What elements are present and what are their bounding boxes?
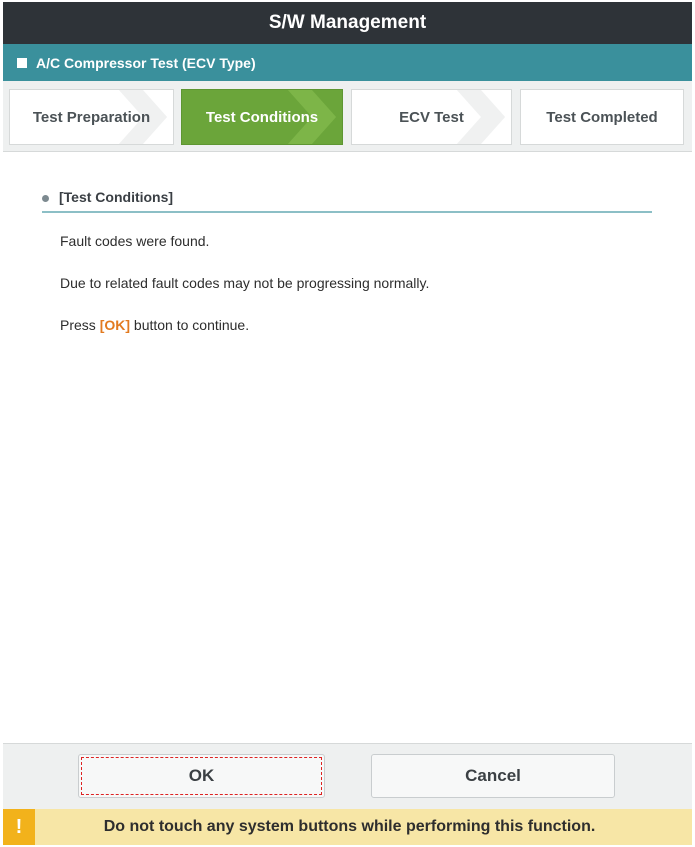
warning-banner xyxy=(3,809,692,845)
test-subheader xyxy=(3,44,692,81)
step-test-preparation xyxy=(9,89,174,145)
button-bar xyxy=(3,743,692,809)
subheader-title: A/C Compressor Test (ECV Type) xyxy=(36,54,256,71)
section-header xyxy=(42,183,652,213)
section-title: [Test Conditions] xyxy=(59,189,174,205)
exclamation-icon: ! xyxy=(3,809,35,845)
step-label: ECV Test xyxy=(399,108,464,126)
step-test-completed xyxy=(520,89,684,145)
step-label: Test Preparation xyxy=(32,108,151,126)
cancel-button[interactable]: Cancel xyxy=(371,754,615,798)
square-bullet-icon xyxy=(17,58,27,68)
step-test-conditions xyxy=(181,89,343,145)
step-progress-bar xyxy=(3,81,692,152)
step-ecv-test xyxy=(351,89,512,145)
step-label: Test Completed xyxy=(546,108,658,126)
message-line-2: Due to related fault codes may not be progressing normally. xyxy=(60,275,430,291)
window-title: S/W Management xyxy=(3,2,692,44)
ok-button[interactable]: OK xyxy=(78,754,325,798)
message-line-1: Fault codes were found. xyxy=(60,233,210,249)
message-line-3-suffix: button to continue. xyxy=(130,317,250,333)
message-line-3-prefix: Press xyxy=(60,317,100,333)
ok-highlight: [OK] xyxy=(99,317,131,333)
step-label: Test Conditions xyxy=(205,108,319,126)
warning-text: Do not touch any system buttons while performing this function. xyxy=(103,818,596,835)
bullet-dot-icon xyxy=(42,195,49,202)
message-line-3 xyxy=(60,317,249,333)
